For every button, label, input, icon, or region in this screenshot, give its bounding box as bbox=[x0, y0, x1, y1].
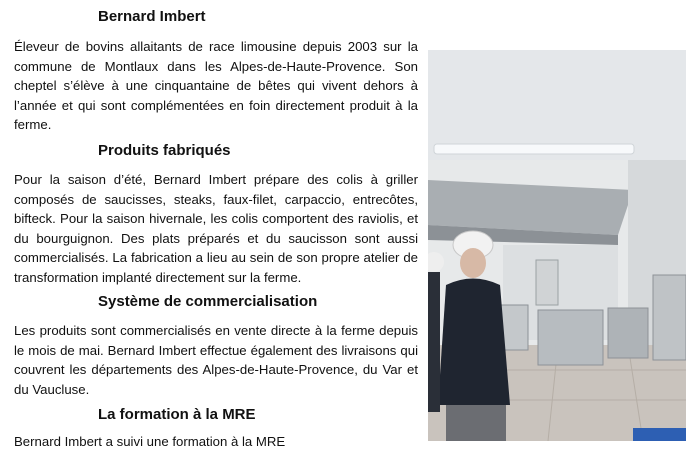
intro-paragraph: Éleveur de bovins allaitants de race limousine depuis 2003 sur la commune de Montlaux dans les Alpes-de-Haute-Provence. Son cheptel s’élève à une cinquantaine de bêtes qui vivent dehors à l’année et qui sont complémentées en foin directement produit à la ferme. bbox=[14, 39, 418, 133]
training-paragraph: Bernard Imbert a suivi une formation à la MRE bbox=[14, 434, 286, 449]
sales-paragraph: Les produits sont commercialisés en vente directe à la ferme depuis le mois de mai. Bernard Imbert effectue également des livraisons qui couvrent les départements des Alpes-de-Haute-Provence, du Var et du Vaucluse. bbox=[14, 323, 418, 397]
training-heading: La formation à la MRE bbox=[98, 406, 256, 423]
products-paragraph: Pour la saison d’été, Bernard Imbert prépare des colis à griller composés de saucisses, steaks, faux-filet, carpaccio, entrecôtes, bifteck. Pour la saison hivernale, les colis comportent des raviolis, et du bourguignon. Des plats préparés et du saucisson sont aussi commercialisés. La fabrication a lieu au sein de son propre atelier de transformation implanté directement sur la ferme. bbox=[14, 172, 418, 285]
profile-name-heading: Bernard Imbert bbox=[98, 8, 206, 25]
sales-heading: Système de commercialisation bbox=[98, 293, 318, 310]
kitchen-workshop-photo bbox=[428, 50, 686, 441]
products-heading: Produits fabriqués bbox=[98, 142, 231, 159]
kitchen-photo-illustration bbox=[428, 50, 686, 441]
